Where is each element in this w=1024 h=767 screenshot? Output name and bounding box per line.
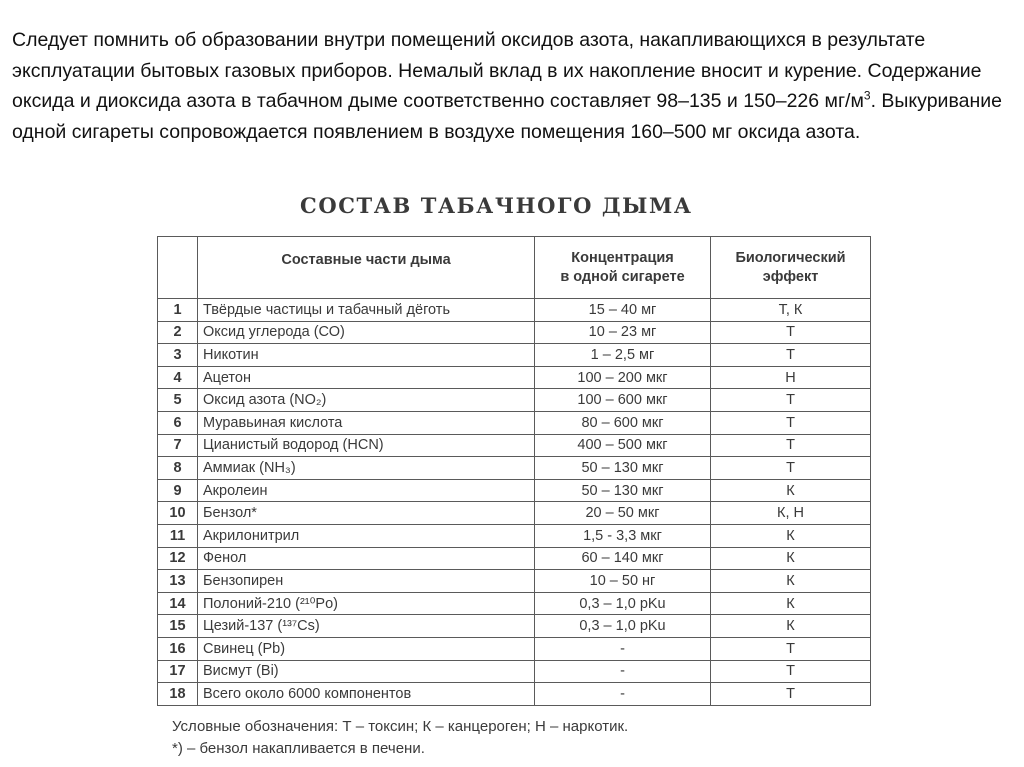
row-effect: К [711, 524, 871, 547]
row-number: 12 [158, 547, 198, 570]
header-concentration-line2: в одной сигарете [560, 268, 685, 285]
row-number: 16 [158, 637, 198, 660]
row-effect: Т [711, 321, 871, 344]
row-number: 11 [158, 524, 198, 547]
header-effect [711, 237, 871, 299]
table-row [158, 615, 871, 638]
row-component: Аммиак (NH₃) [198, 457, 535, 480]
row-number: 4 [158, 366, 198, 389]
row-effect: Т [711, 683, 871, 706]
row-component: Бензол* [198, 502, 535, 525]
header-effect-line2: эффект [762, 268, 819, 285]
header-concentration [535, 237, 711, 299]
row-effect: К, Н [711, 502, 871, 525]
table-title: СОСТАВ ТАБАЧНОГО ДЫМА [300, 193, 693, 218]
row-number: 14 [158, 592, 198, 615]
row-component: Оксид углерода (СО) [198, 321, 535, 344]
row-effect: К [711, 547, 871, 570]
row-concentration: 50 – 130 мкг [535, 479, 711, 502]
row-number: 7 [158, 434, 198, 457]
row-component: Висмут (Bi) [198, 660, 535, 683]
row-effect: Т [711, 457, 871, 480]
row-effect: К [711, 592, 871, 615]
row-concentration: 1,5 - 3,3 мкг [535, 524, 711, 547]
row-concentration: - [535, 637, 711, 660]
row-number: 17 [158, 660, 198, 683]
table-row [158, 502, 871, 525]
row-component: Полоний-210 (²¹⁰Po) [198, 592, 535, 615]
table-row [158, 457, 871, 480]
table-header-row [158, 237, 871, 299]
table-row [158, 321, 871, 344]
header-concentration-line1: Концентрация [571, 249, 674, 266]
legend [172, 716, 628, 760]
row-effect: К [711, 570, 871, 593]
row-effect: Т [711, 637, 871, 660]
row-effect: Т [711, 434, 871, 457]
row-number: 15 [158, 615, 198, 638]
row-number: 2 [158, 321, 198, 344]
row-concentration: 20 – 50 мкг [535, 502, 711, 525]
row-component: Акрилонитрил [198, 524, 535, 547]
row-component: Твёрдые частицы и табачный дёготь [198, 299, 535, 322]
row-number: 5 [158, 389, 198, 412]
row-concentration: - [535, 660, 711, 683]
table-row [158, 524, 871, 547]
row-concentration: 15 – 40 мг [535, 299, 711, 322]
row-concentration: 10 – 23 мг [535, 321, 711, 344]
row-concentration: 0,3 – 1,0 pKu [535, 592, 711, 615]
intro-text-part1: Следует помнить об образовании внутри помещений оксидов азота, накапливающихся в результате эксплуатации бытовых газовых приборов. Немалый вклад в их накопление вносит и курение. Содержание оксида и диоксида азота в табачном дыме соответственно составляет 98–135 и 150–226 мг/м [12, 29, 982, 112]
table-row [158, 637, 871, 660]
row-effect: Т [711, 344, 871, 367]
row-number: 18 [158, 683, 198, 706]
row-concentration: - [535, 683, 711, 706]
row-concentration: 80 – 600 мкг [535, 411, 711, 434]
row-effect: Т [711, 389, 871, 412]
row-effect: Т [711, 411, 871, 434]
table-row [158, 389, 871, 412]
row-component: Цианистый водород (HCN) [198, 434, 535, 457]
row-component: Цезий-137 (¹³⁷Cs) [198, 615, 535, 638]
row-component: Ацетон [198, 366, 535, 389]
table-body [158, 299, 871, 706]
row-number: 13 [158, 570, 198, 593]
row-concentration: 0,3 – 1,0 pKu [535, 615, 711, 638]
row-effect: Н [711, 366, 871, 389]
intro-superscript: 3 [863, 88, 871, 103]
legend-footnote: *) – бензол накапливается в печени. [172, 740, 425, 757]
row-concentration: 60 – 140 мкг [535, 547, 711, 570]
row-component: Оксид азота (NO₂) [198, 389, 535, 412]
row-effect: К [711, 479, 871, 502]
table-row [158, 299, 871, 322]
row-component: Никотин [198, 344, 535, 367]
row-component: Фенол [198, 547, 535, 570]
row-number: 10 [158, 502, 198, 525]
header-components: Составные части дыма [198, 237, 535, 299]
row-number: 9 [158, 479, 198, 502]
table-row [158, 592, 871, 615]
row-concentration: 100 – 200 мкг [535, 366, 711, 389]
row-concentration: 100 – 600 мкг [535, 389, 711, 412]
row-component: Муравьиная кислота [198, 411, 535, 434]
header-effect-line1: Биологический [735, 249, 846, 266]
row-component: Бензопирен [198, 570, 535, 593]
row-component: Свинец (Pb) [198, 637, 535, 660]
intro-text-part2: . Выкуривание одной сигареты сопровождается появлением в воздухе помещения 160–500 мг оксида азота. [12, 90, 1002, 143]
row-component: Всего около 6000 компонентов [198, 683, 535, 706]
row-concentration: 10 – 50 нг [535, 570, 711, 593]
row-concentration: 50 – 130 мкг [535, 457, 711, 480]
table-row [158, 479, 871, 502]
smoke-composition-table [157, 236, 871, 706]
row-concentration: 400 – 500 мкг [535, 434, 711, 457]
row-number: 1 [158, 299, 198, 322]
table-row [158, 547, 871, 570]
row-concentration: 1 – 2,5 мг [535, 344, 711, 367]
table-row [158, 660, 871, 683]
row-effect: Т, К [711, 299, 871, 322]
table-row [158, 570, 871, 593]
intro-paragraph [12, 25, 1012, 147]
row-number: 8 [158, 457, 198, 480]
row-component: Акролеин [198, 479, 535, 502]
header-num [158, 237, 198, 299]
table-row [158, 366, 871, 389]
table-row [158, 344, 871, 367]
table-row [158, 683, 871, 706]
row-number: 3 [158, 344, 198, 367]
row-number: 6 [158, 411, 198, 434]
row-effect: Т [711, 660, 871, 683]
table-row [158, 411, 871, 434]
legend-abbreviations: Условные обозначения: Т – токсин; К – канцероген; Н – наркотик. [172, 718, 629, 735]
table-row [158, 434, 871, 457]
row-effect: К [711, 615, 871, 638]
